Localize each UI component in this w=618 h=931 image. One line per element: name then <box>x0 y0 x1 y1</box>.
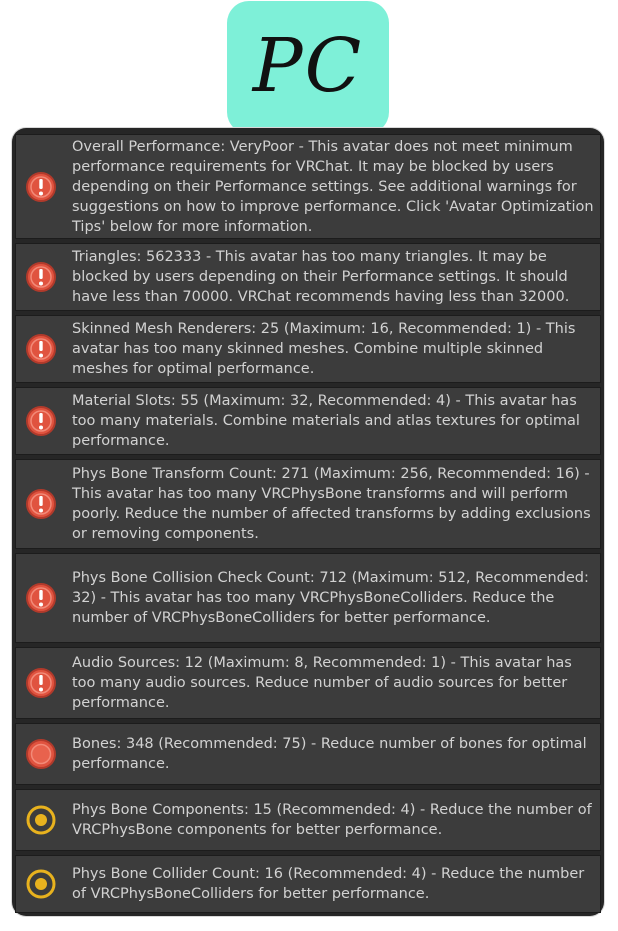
error-exclamation-icon <box>24 170 58 204</box>
yellow-circle-icon <box>24 803 58 837</box>
warning-message: Phys Bone Components: 15 (Recommended: 4) - Reduce the number of VRCPhysBone components for better performance. <box>72 802 592 838</box>
error-exclamation-icon <box>24 404 58 438</box>
yellow-circle-icon <box>24 867 58 901</box>
error-exclamation-icon <box>24 487 58 521</box>
warning-message: Overall Performance: VeryPoor - This avatar does not meet minimum performance requirements for VRChat. It may be blocked by users depending on their Performance settings. See additional warnings for suggestions on how to improve performance. Click 'Avatar Optimization Tips' below for more information. <box>72 138 594 235</box>
warning-message: Skinned Mesh Renderers: 25 (Maximum: 16, Recommended: 1) - This avatar has too many skinned meshes. Combine multiple skinned meshes for optimal performance. <box>72 321 576 377</box>
warning-message: Audio Sources: 12 (Maximum: 8, Recommended: 1) - This avatar has too many audio sources. Reduce number of audio sources for better performance. <box>72 655 572 711</box>
warning-row-triangles <box>15 243 601 311</box>
warning-row-phys-bone-transform-count <box>15 459 601 549</box>
platform-label: PC <box>252 22 364 109</box>
warning-message: Phys Bone Collision Check Count: 712 (Maximum: 512, Recommended: 32) - This avatar has too many VRCPhysBoneColliders. Reduce the number of VRCPhysBoneColliders for better performance. <box>72 570 589 626</box>
error-exclamation-icon <box>24 581 58 615</box>
warning-row-phys-bone-collider-count <box>15 855 601 913</box>
warning-message: Bones: 348 (Recommended: 75) - Reduce number of bones for optimal performance. <box>72 736 587 772</box>
warning-row-material-slots <box>15 387 601 455</box>
performance-warnings-panel <box>12 128 604 916</box>
platform-badge <box>227 1 389 134</box>
error-exclamation-icon <box>24 332 58 366</box>
warning-message: Phys Bone Transform Count: 271 (Maximum: 256, Recommended: 16) - This avatar has too many VRCPhysBone transforms and will perform poorly. Reduce the number of affected transforms by adding exclusions or removing components. <box>72 466 591 542</box>
warning-message: Triangles: 562333 - This avatar has too many triangles. It may be blocked by users depending on their Performance settings. It should have less than 70000. VRChat recommends having less than 32000. <box>72 249 570 305</box>
error-exclamation-icon <box>24 260 58 294</box>
red-circle-icon <box>24 737 58 771</box>
warning-row-phys-bone-collision-check-count <box>15 553 601 643</box>
error-exclamation-icon <box>24 666 58 700</box>
warning-row-audio-sources <box>15 647 601 719</box>
warning-row-overall-performance <box>15 134 601 239</box>
warning-row-phys-bone-components <box>15 789 601 851</box>
warning-message: Phys Bone Collider Count: 16 (Recommended: 4) - Reduce the number of VRCPhysBoneColliders for better performance. <box>72 866 585 902</box>
warning-row-bones <box>15 723 601 785</box>
warning-message: Material Slots: 55 (Maximum: 32, Recommended: 4) - This avatar has too many materials. Combine materials and atlas textures for optimal performance. <box>72 393 580 449</box>
warning-row-skinned-mesh-renderers <box>15 315 601 383</box>
